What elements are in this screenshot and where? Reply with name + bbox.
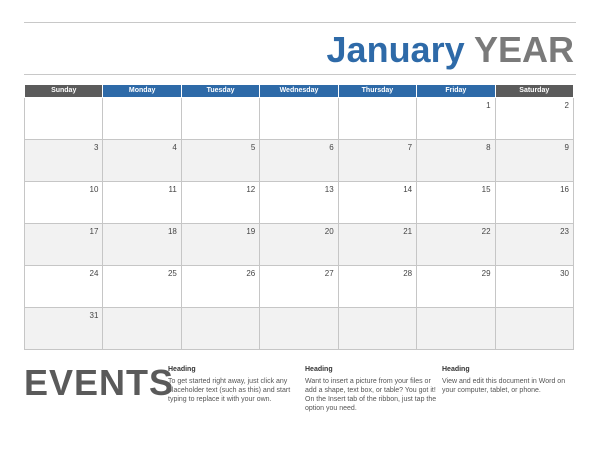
day-cell[interactable] — [338, 224, 416, 266]
day-cell[interactable] — [181, 308, 259, 350]
day-cell[interactable] — [181, 224, 259, 266]
day-cell[interactable] — [417, 266, 495, 308]
day-cell[interactable] — [103, 224, 181, 266]
day-cell[interactable] — [417, 140, 495, 182]
day-number — [339, 98, 416, 101]
title-rule — [24, 74, 576, 75]
day-header-saturday: Saturday — [495, 85, 573, 98]
day-number: 15 — [481, 185, 491, 194]
day-number — [417, 308, 494, 311]
day-number — [103, 98, 180, 101]
day-cell[interactable] — [260, 140, 338, 182]
week-row — [25, 98, 574, 140]
day-cell[interactable] — [25, 308, 103, 350]
page-title — [327, 30, 574, 70]
day-number: 14 — [403, 185, 413, 194]
day-number — [339, 308, 416, 311]
day-number: 18 — [167, 227, 177, 236]
day-cell[interactable] — [181, 182, 259, 224]
event-note-body[interactable]: View and edit this document in Word on your computer, tablet, or phone. — [442, 378, 566, 394]
event-note-body[interactable]: Want to insert a picture from your files or add a shape, text box, or table? You got it! On the Insert tab of the ribbon, just tap the option you need. — [305, 378, 437, 412]
weekday-header-row — [25, 85, 574, 98]
day-header-tuesday: Tuesday — [181, 85, 259, 98]
day-number — [496, 308, 573, 311]
day-number: 1 — [486, 101, 491, 110]
day-cell[interactable] — [260, 224, 338, 266]
day-cell[interactable] — [495, 98, 573, 140]
day-number: 8 — [486, 143, 491, 152]
day-number: 2 — [564, 101, 569, 110]
day-number — [182, 98, 259, 101]
day-cell[interactable] — [25, 182, 103, 224]
day-number: 28 — [403, 269, 413, 278]
day-number: 4 — [172, 143, 177, 152]
day-cell[interactable] — [260, 182, 338, 224]
day-number: 27 — [324, 269, 334, 278]
event-note-1 — [168, 366, 304, 404]
top-rule — [24, 22, 576, 23]
day-number: 22 — [481, 227, 491, 236]
day-cell[interactable] — [417, 98, 495, 140]
day-number: 10 — [89, 185, 99, 194]
day-number: 19 — [246, 227, 256, 236]
day-number: 20 — [324, 227, 334, 236]
day-cell[interactable] — [25, 98, 103, 140]
day-number: 29 — [481, 269, 491, 278]
day-cell[interactable] — [260, 98, 338, 140]
day-header-wednesday: Wednesday — [260, 85, 338, 98]
day-header-friday: Friday — [417, 85, 495, 98]
day-number: 12 — [246, 185, 256, 194]
day-cell[interactable] — [25, 224, 103, 266]
event-note-2 — [305, 366, 441, 413]
day-cell[interactable] — [181, 140, 259, 182]
day-header-monday: Monday — [103, 85, 181, 98]
day-cell[interactable] — [103, 98, 181, 140]
day-cell[interactable] — [181, 266, 259, 308]
day-cell[interactable] — [495, 308, 573, 350]
event-note-heading[interactable]: Heading — [168, 366, 196, 373]
day-cell[interactable] — [417, 224, 495, 266]
day-cell[interactable] — [338, 266, 416, 308]
event-note-heading[interactable]: Heading — [442, 366, 470, 373]
week-row — [25, 140, 574, 182]
event-note-3 — [442, 366, 578, 395]
day-number — [260, 98, 337, 101]
day-number: 5 — [250, 143, 256, 152]
day-cell[interactable] — [103, 140, 181, 182]
day-number: 6 — [329, 143, 334, 152]
day-number: 31 — [89, 311, 99, 320]
day-cell[interactable] — [103, 308, 181, 350]
day-header-thursday: Thursday — [338, 85, 416, 98]
calendar-grid — [24, 84, 574, 350]
day-number: 26 — [246, 269, 256, 278]
day-number: 17 — [89, 227, 99, 236]
day-number: 30 — [560, 269, 569, 278]
day-number: 25 — [167, 269, 177, 278]
day-cell[interactable] — [417, 308, 495, 350]
day-cell[interactable] — [25, 140, 103, 182]
day-cell[interactable] — [495, 182, 573, 224]
event-note-body[interactable]: To get started right away, just click any placeholder text (such as this) and start typing to replace it with your own. — [168, 378, 291, 403]
day-number — [25, 98, 102, 101]
day-cell[interactable] — [495, 140, 573, 182]
day-number — [103, 308, 180, 311]
day-cell[interactable] — [103, 266, 181, 308]
day-number: 9 — [564, 143, 569, 152]
week-row — [25, 182, 574, 224]
day-cell[interactable] — [25, 266, 103, 308]
day-cell[interactable] — [338, 140, 416, 182]
day-cell[interactable] — [260, 266, 338, 308]
day-cell[interactable] — [181, 98, 259, 140]
day-header-sunday: Sunday — [25, 85, 103, 98]
day-number: 23 — [560, 227, 569, 236]
event-note-heading[interactable]: Heading — [305, 366, 333, 373]
week-row — [25, 266, 574, 308]
day-cell[interactable] — [417, 182, 495, 224]
day-cell[interactable] — [338, 98, 416, 140]
day-cell[interactable] — [260, 308, 338, 350]
day-number — [260, 308, 337, 311]
year-title[interactable]: YEAR — [473, 29, 574, 70]
day-cell[interactable] — [338, 182, 416, 224]
day-number: 7 — [407, 143, 413, 152]
day-number: 21 — [403, 227, 413, 236]
day-number: 11 — [168, 185, 177, 194]
day-cell[interactable] — [495, 266, 573, 308]
day-cell[interactable] — [103, 182, 181, 224]
day-cell[interactable] — [495, 224, 573, 266]
day-number: 24 — [89, 269, 99, 278]
day-number — [182, 308, 259, 311]
day-number: 13 — [324, 185, 334, 194]
week-row — [25, 224, 574, 266]
day-number: 16 — [560, 185, 569, 194]
day-cell[interactable] — [338, 308, 416, 350]
events-title[interactable]: EVENTS — [24, 362, 175, 403]
week-row — [25, 308, 574, 350]
month-title[interactable]: January — [326, 29, 465, 70]
day-number: 3 — [93, 143, 99, 152]
